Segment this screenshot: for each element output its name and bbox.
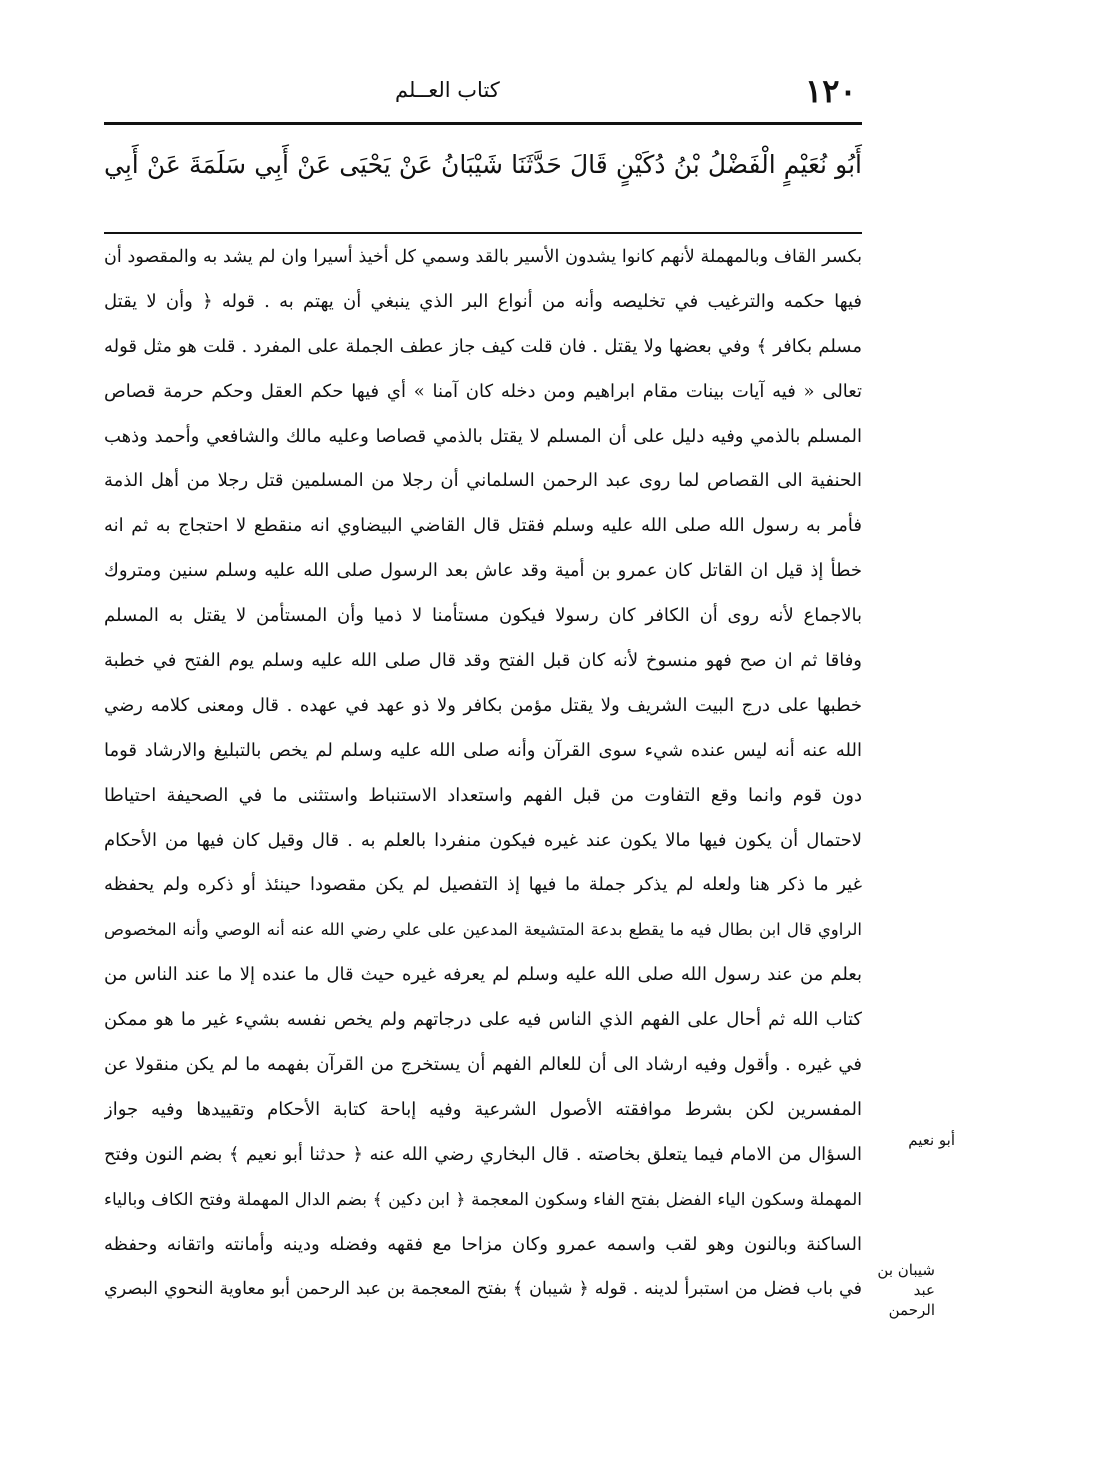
commentary-line: مسلم بكافر ﴾ وفي بعضها ولا يقتل . فان قلت كيف جاز عطف الجملة على المفرد . قلت هو مثل قوله [104, 335, 862, 357]
commentary-line: الحنفية الى القصاص لما روى عبد الرحمن السلماني أن رجلا من المسلمين قتل رجلا من أهل الذمة [104, 470, 862, 492]
matn-divider [104, 232, 862, 234]
top-rule [104, 122, 862, 125]
commentary-line: السؤال من الامام فيما يتعلق بخاصته . قال البخاري رضي الله عنه ﴿ حدثنا أبو نعيم ﴾ بضم النون وفتح [104, 1143, 862, 1165]
commentary-line: المهملة وسكون الياء الفضل بفتح الفاء وسكون المعجمة ﴿ ابن دكين ﴾ بضم الدال المهملة وفتح الكاف وبالياء [104, 1189, 862, 1210]
commentary-line: الله عنه أنه ليس عنده شيء سوى القرآن وأنه صلى الله عليه وسلم لم يخص بالتبليغ والارشاد قوما [104, 739, 862, 761]
running-title: كتاب العــلم [395, 78, 500, 102]
commentary-line: فيها حكمه والترغيب في تخليصه وأنه من أنواع البر الذي ينبغي أن يهتم به . قوله ﴿ وأن لا يقتل [104, 290, 862, 312]
commentary-line: كتاب الله ثم أحال على الفهم الذي الناس فيه على درجاتهم ولم يخص نفسه بشيء غير ما هو ممكن [104, 1009, 862, 1031]
commentary-body [104, 240, 862, 1317]
commentary-line: بالاجماع لأنه روى أن الكافر كان رسولا فيكون مستأمنا لا ذميا وأن المستأمن لا يقتل به المسلم [104, 605, 862, 627]
page-number: ١٢٠ [805, 72, 857, 110]
hadith-matn: أَبُو نُعَيْمٍ الْفَضْلُ بْنُ دُكَيْنٍ قَالَ حَدَّثَنَا شَيْبَانُ عَنْ يَحْيَى عَنْ أَبِي سَلَمَةَ عَنْ أَبِي [104, 150, 862, 179]
commentary-line: المفسرين لكن بشرط موافقته الأصول الشرعية وفيه إباحة كتابة الأحكام وتقييدها وفيه جواز [104, 1098, 862, 1120]
commentary-line: خطأ إذ قيل ان القاتل كان عمرو بن أمية وقد عاش بعد الرسول صلى الله عليه وسلم سنين ومتروك [104, 560, 862, 582]
commentary-line: فأمر به رسول الله صلى الله عليه وسلم فقتل قال القاضي البيضاوي انه منقطع لا احتجاج به ثم انه [104, 515, 862, 537]
commentary-line: الساكنة وبالنون وهو لقب واسمه عمرو وكان مزاحا مع فقهه وفضله ودينه وأمانته واتقانه وحفظه [104, 1233, 862, 1255]
commentary-line: غير ما ذكر هنا ولعله لم يذكر جملة ما فيها إذ التفصيل لم يكن مقصودا حينئذ أو ذكره ولم يحفظه [104, 874, 862, 896]
commentary-line: دون قوم وانما وقع التفاوت من قبل الفهم واستعداد الاستنباط واستثنى ما في الصحيفة احتياطا [104, 784, 862, 806]
commentary-line: لاحتمال أن يكون فيها مالا يكون عند غيره فيكون منفردا بالعلم به . قال وقيل كان فيها من الأحكام [104, 829, 862, 851]
margin-note-shayban: شيبان بن عبد الرحمن [877, 1261, 935, 1319]
commentary-line: الراوي قال ابن بطال فيه ما يقطع بدعة المتشيعة المدعين على علي رضي الله عنه أنه الوصي وأنه المخصوص [104, 920, 862, 940]
commentary-line: بكسر القاف وبالمهملة لأنهم كانوا يشدون الأسير بالقد وسمي كل أخيذ أسيرا وان لم يشد به والمقصود أن [104, 247, 862, 267]
commentary-line: تعالى « فيه آيات بينات مقام ابراهيم ومن دخله كان آمنا » أي فيها حكم العقل وحكم حرمة قصاص [104, 380, 862, 402]
margin-note-abu-nuaym: أبو نعيم [908, 1131, 955, 1149]
commentary-line: المسلم بالذمي وفيه دليل على أن المسلم لا يقتل بالذمي قصاصا وعليه مالك والشافعي وأحمد وذهب [104, 425, 862, 447]
commentary-line: في غيره . وأقول وفيه ارشاد الى أن للعالم الفهم أن يستخرج من القرآن بفهمه ما لم يكن منقولا عن [104, 1054, 862, 1076]
commentary-line: بعلم من عند رسول الله صلى الله عليه وسلم لم يعرفه غيره حيث قال ما عنده إلا ما عند الناس من [104, 964, 862, 986]
commentary-line: وفاقا ثم ان صح فهو منسوخ لأنه كان قبل الفتح وقد قال صلى الله عليه وسلم يوم الفتح في خطبة [104, 650, 862, 672]
commentary-line: في باب فضل من استبرأ لدينه . قوله ﴿ شيبان ﴾ بفتح المعجمة بن عبد الرحمن أبو معاوية النحوي البصري [104, 1279, 862, 1300]
commentary-line: خطبها على درج البيت الشريف ولا يقتل مؤمن بكافر ولا ذو عهد في عهده . قال ومعنى كلامه رضي [104, 694, 862, 716]
